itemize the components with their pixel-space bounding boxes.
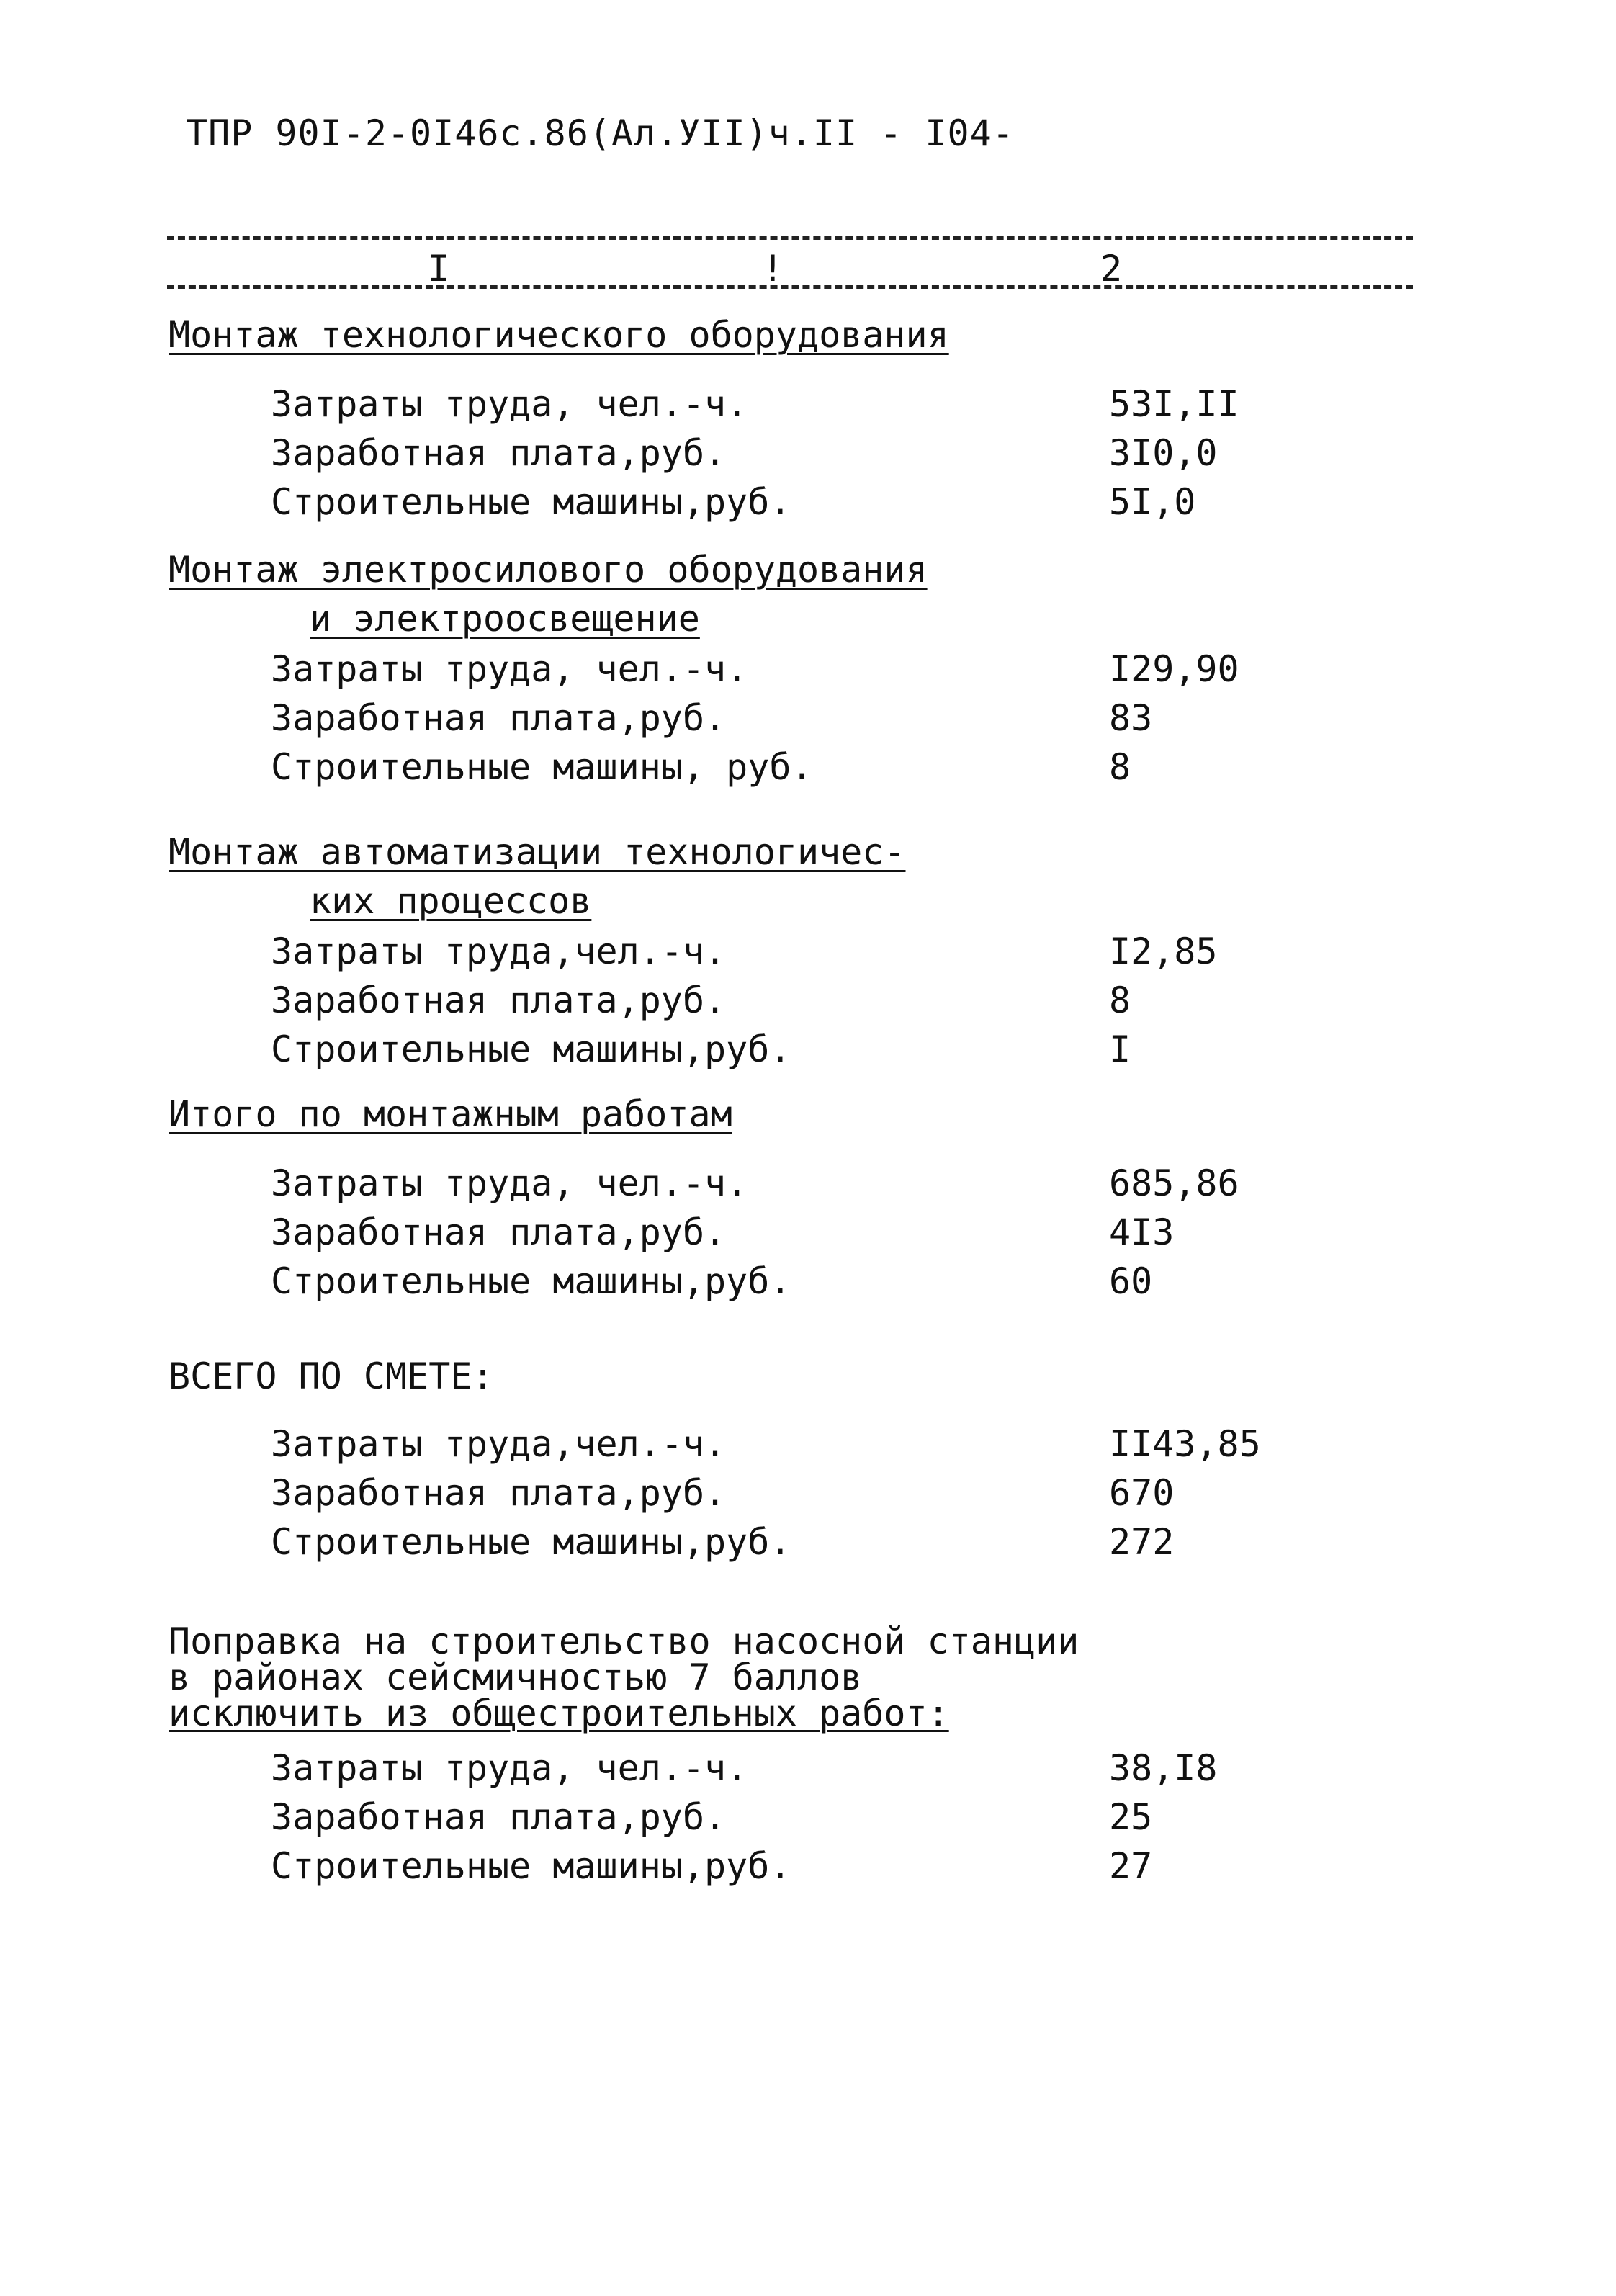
section-title-continued: ких процессов <box>310 880 592 922</box>
row-value: 25 <box>1109 1796 1153 1838</box>
row-value: II43,85 <box>1109 1423 1261 1465</box>
row-value: 53I,II <box>1109 383 1239 425</box>
column-separator: ! <box>762 248 784 290</box>
note-line-underlined: исключить из общестроительных работ: <box>169 1692 949 1734</box>
row-value: 670 <box>1109 1472 1175 1514</box>
row-label: Строительные машины,руб. <box>271 1845 791 1887</box>
row-label: Строительные машины,руб. <box>271 1521 791 1563</box>
row-value: I2,85 <box>1109 930 1218 972</box>
row-label: Заработная плата,руб. <box>271 697 727 739</box>
row-label: Затраты труда, чел.-ч. <box>271 1162 748 1204</box>
row-value: 8 <box>1109 746 1131 788</box>
row-value: 685,86 <box>1109 1162 1239 1204</box>
row-value: 4I3 <box>1109 1211 1175 1253</box>
row-value: I29,90 <box>1109 648 1239 690</box>
row-value: 8 <box>1109 979 1131 1021</box>
row-label: Затраты труда,чел.-ч. <box>271 1423 727 1465</box>
row-label: Заработная плата,руб. <box>271 1211 727 1253</box>
section-title: Монтаж технологического оборудования <box>169 314 949 356</box>
column-1-header: I <box>428 248 450 290</box>
row-label: Затраты труда, чел.-ч. <box>271 648 748 690</box>
row-label: Заработная плата,руб. <box>271 1472 727 1514</box>
row-label: Заработная плата,руб. <box>271 432 727 474</box>
row-value: 38,I8 <box>1109 1747 1218 1789</box>
table-top-rule <box>167 236 1413 240</box>
row-label: Строительные машины,руб. <box>271 481 791 523</box>
column-2-header: 2 <box>1100 248 1123 290</box>
section-title: Итого по монтажным работам <box>169 1093 732 1135</box>
row-label: Затраты труда, чел.-ч. <box>271 383 748 425</box>
table-header-rule <box>167 285 1413 289</box>
grand-total-title: ВСЕГО ПО СМЕТЕ: <box>169 1355 494 1397</box>
row-value: 27 <box>1109 1845 1153 1887</box>
row-label: Строительные машины, руб. <box>271 746 813 788</box>
row-label: Затраты труда, чел.-ч. <box>271 1747 748 1789</box>
row-label: Заработная плата,руб. <box>271 1796 727 1838</box>
row-value: 3I0,0 <box>1109 432 1218 474</box>
note-line: в районах сейсмичностью 7 баллов <box>169 1656 863 1698</box>
row-value: 83 <box>1109 697 1153 739</box>
row-label: Строительные машины,руб. <box>271 1260 791 1302</box>
section-title: Монтаж автоматизации технологичес- <box>169 831 906 873</box>
row-value: 272 <box>1109 1521 1175 1563</box>
row-value: I <box>1109 1028 1131 1070</box>
note-line: Поправка на строительство насосной станции <box>169 1620 1079 1662</box>
row-label: Затраты труда,чел.-ч. <box>271 930 727 972</box>
document-header: ТПР 90I-2-0I46с.86(Ал.УII)ч.II - I04- <box>186 112 1015 154</box>
section-title: Монтаж электросилового оборудования <box>169 549 928 591</box>
section-title-continued: и электроосвещение <box>310 598 700 640</box>
row-label: Заработная плата,руб. <box>271 979 727 1021</box>
row-value: 60 <box>1109 1260 1153 1302</box>
row-value: 5I,0 <box>1109 481 1196 523</box>
row-label: Строительные машины,руб. <box>271 1028 791 1070</box>
